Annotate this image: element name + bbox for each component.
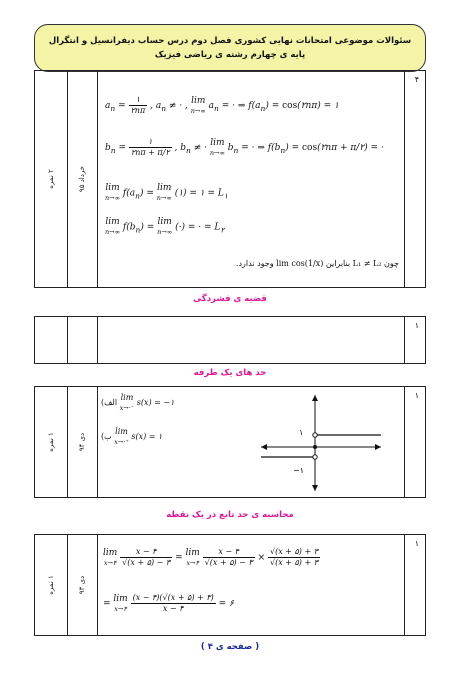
question-1-table: [34, 70, 426, 288]
exam-date-label: دی ۹۳: [78, 575, 86, 595]
part-b-line: (ب lim x→·⁺ s(x) = ۱: [101, 427, 163, 446]
open-point-top: [313, 433, 317, 437]
b-label: $b_n$ =: [105, 143, 127, 155]
date-cell: [67, 387, 98, 497]
question-number-cell: [404, 317, 425, 363]
section-caption-squeeze: قضیه ی فشردگی: [193, 294, 267, 304]
exam-date-label: خرداد ۹۵: [78, 165, 86, 193]
page-number-footer: ( صفحه ی ۴ ): [200, 642, 260, 652]
document-header: [34, 24, 426, 72]
label-neg-one: −۱: [293, 466, 304, 475]
section-caption-one-sided: حد های یک طرفه: [193, 368, 267, 378]
score-label: ۲ نمره: [47, 169, 55, 189]
rationalize-line: lim x→۴ $\frac{x - ۴}{√(x + ۵) - ۳}$ = lim x→۴ $\frac{x - ۴}{√(x + ۵) - ۳}$ × $\frac{√(x + ۵) + ۳}{√(x + ۵) + ۳}$: [103, 547, 318, 567]
y-axis-arrow-down: [312, 485, 318, 491]
limit-f-b-line: lim n→∞ $f(b_n) = \lim$ n→∞ (·) = · = $L_۲$: [105, 217, 225, 236]
limit-f-a-line: lim n→∞ $f(a_n) = \lim$ n→∞ (۱) = ۱ = $L_۱$: [105, 183, 228, 202]
sequence-b-line: [105, 137, 384, 158]
score-cell: [35, 387, 68, 497]
date-cell: [67, 317, 98, 363]
date-cell: [67, 535, 98, 635]
score-label: ۱ نمره: [47, 432, 55, 452]
x-axis-arrow-right: [375, 444, 381, 450]
result-line: = lim x→۴ $\frac{(x - ۴)(√(x + ۵) + ۳)}{x - ۴}$ = ۶: [103, 593, 234, 613]
score-cell: [35, 317, 68, 363]
question-number-cell: [404, 387, 425, 497]
date-cell: [67, 71, 98, 287]
part-a-line: (الف lim x→·⁻ s(x) = −۱: [101, 393, 175, 412]
question-number-cell: [404, 535, 425, 635]
conclusion-text: چون L₁ ≠ L₂ بنابراین lim cos(1/x) وجود ندارد.: [235, 259, 399, 268]
question-number: ۱: [414, 321, 419, 330]
sequence-a-line: [105, 95, 339, 116]
question-number: ۱: [414, 391, 419, 400]
exam-date-label: دی ۹۴: [78, 432, 86, 452]
open-point-bottom: [313, 455, 317, 459]
question-number: ۱: [414, 539, 419, 548]
question-number-cell: [404, 71, 425, 287]
score-cell: [35, 535, 68, 635]
header-subtitle: پایه ی چهارم رشته ی ریاضی فیزیک: [154, 50, 306, 60]
score-cell: [35, 71, 68, 287]
score-label: ۱ نمره: [47, 575, 55, 595]
a-conditions: , $a_n$ ≠ · , lim n→∞ $a_n$ = · ⇒ $f(a_n)$ = cos(۲nπ) = ۱: [150, 95, 339, 115]
b-fraction: $\frac{۱}{۲n\pi + \pi/۲}$: [130, 137, 170, 157]
question-number: ۴: [414, 75, 419, 84]
b-conditions: , $b_n$ ≠ · lim n→∞ $b_n$ = · ⇒ $f(b_n)$ = cos(۲nπ + π/۲) = ·: [174, 137, 384, 157]
y-axis-arrow-up: [312, 395, 318, 401]
section-caption-limit-at-point: محاسبه ی حد تابع در یک نقطه: [166, 510, 294, 520]
question-2-table: [34, 316, 426, 364]
step-function-graph: [257, 391, 385, 495]
x-axis-arrow-left: [261, 444, 267, 450]
question-3-table: [34, 386, 426, 498]
question-4-table: [34, 534, 426, 636]
label-pos-one: ۱: [299, 428, 304, 437]
a-fraction: $\frac{۱}{۲n\pi}$: [130, 95, 146, 115]
header-title: سئوالات موضوعی امتحانات نهایی کشوری فصل دوم درس حساب دیفرانسیل و انتگرال: [48, 36, 412, 46]
point-origin: [313, 445, 317, 449]
a-label: $a_n$ =: [105, 101, 126, 113]
